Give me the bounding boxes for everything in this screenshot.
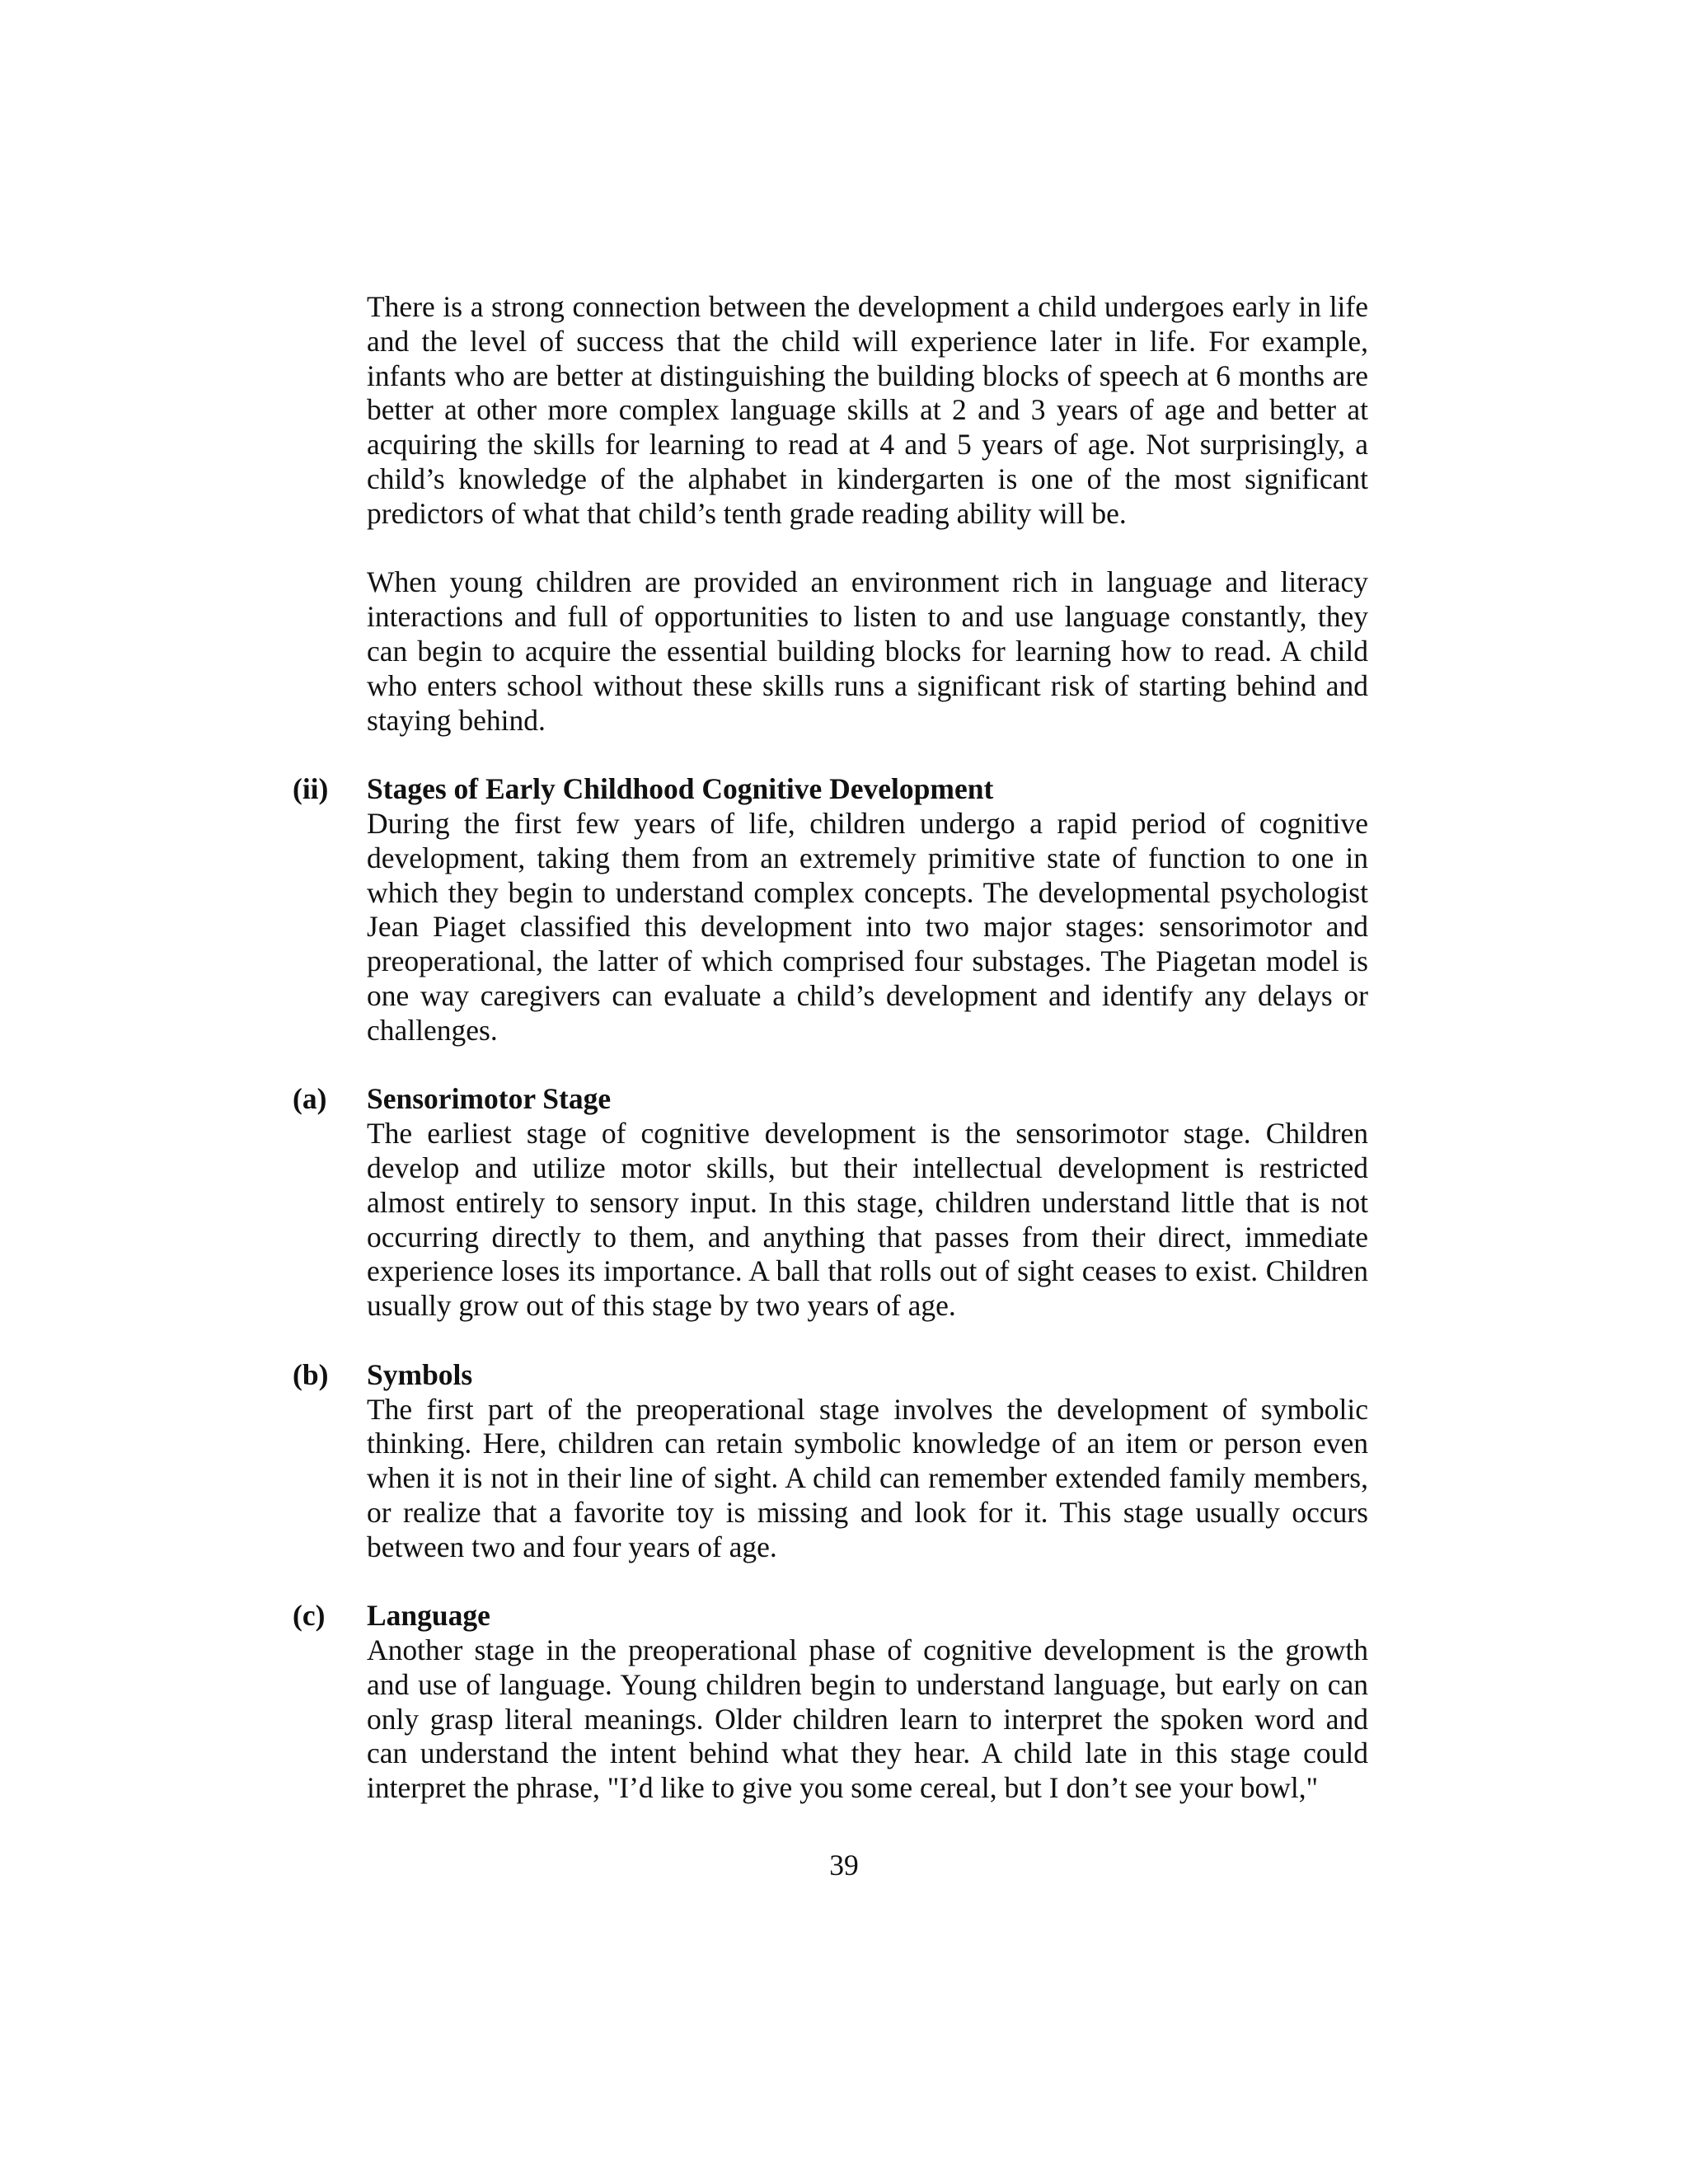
section-body: The earliest stage of cognitive development is the sensorimotor stage. Children develop and utilize motor skills, but their intellectual development is restricted almost entirely to sensory input. In this stage, children understand little that is not occurring directly to them, and anything that passes from their direct, immediate experience loses its importance. A ball that rolls out of sight ceases to exist. Children usually grow out of this stage by two years of age. xyxy=(367,1117,1368,1323)
section-symbols xyxy=(293,1357,1368,1565)
section-body: The first part of the preoperational stage involves the development of symbolic thinking. Here, children can retain symbolic knowledge of an item or person even when it is not in their line of sight. A child can remember extended family members, or realize that a favorite toy is missing and look for it. This stage usually occurs between two and four years of age. xyxy=(367,1392,1368,1563)
section-body: During the first few years of life, children undergo a rapid period of cognitive development, taking them from an extremely primitive state of function to one in which they begin to understand complex concepts. The developmental psychologist Jean Piaget classified this development into two major stages: sensorimotor and preoperational, the latter of which comprised four substages. The Piagetan model is one way caregivers can evaluate a child’s development and identify any delays or challenges. xyxy=(367,806,1368,1047)
section-heading: Symbols xyxy=(367,1357,473,1391)
section-heading: Stages of Early Childhood Cognitive Development xyxy=(367,772,994,806)
section-marker: (c) xyxy=(293,1599,326,1633)
page-content xyxy=(293,290,1368,1806)
section-language xyxy=(293,1599,1368,1806)
section-sensorimotor xyxy=(293,1082,1368,1324)
intro-paragraph-1: There is a strong connection between the development a child undergoes early in life and the level of success that the child will experience later in life. For example, infants who are better at distinguishing the building blocks of speech at 6 months are better at other more complex language skills at 2 and 3 years of age and better at acquiring the skills for learning to read at 4 and 5 years of age. Not surprisingly, a child’s knowledge of the alphabet in kindergarten is one of the most significant predictors of what that child’s tenth grade reading ability will be. xyxy=(367,290,1368,530)
page-number: 39 xyxy=(829,1849,859,1882)
section-marker: (a) xyxy=(293,1082,327,1116)
section-heading: Sensorimotor Stage xyxy=(367,1082,612,1116)
section-marker: (ii) xyxy=(293,772,329,806)
section-stages xyxy=(293,772,1368,1047)
intro-paragraph-2: When young children are provided an environment rich in language and literacy interactions and full of opportunities to listen to and use language constantly, they can begin to acquire the essential building blocks for learning how to read. A child who enters school without these skills runs a significant risk of starting behind and staying behind. xyxy=(367,565,1368,737)
section-heading: Language xyxy=(367,1599,490,1633)
section-marker: (b) xyxy=(293,1357,329,1391)
section-body: Another stage in the preoperational phase of cognitive development is the growth and use of language. Young children begin to understand language, but early on can only grasp literal meanings. Older children learn to interpret the spoken word and can understand the intent behind what they hear. A child late in this stage could interpret the phrase, "I’d like to give you some cereal, but I don’t see your bowl," xyxy=(367,1633,1368,1805)
